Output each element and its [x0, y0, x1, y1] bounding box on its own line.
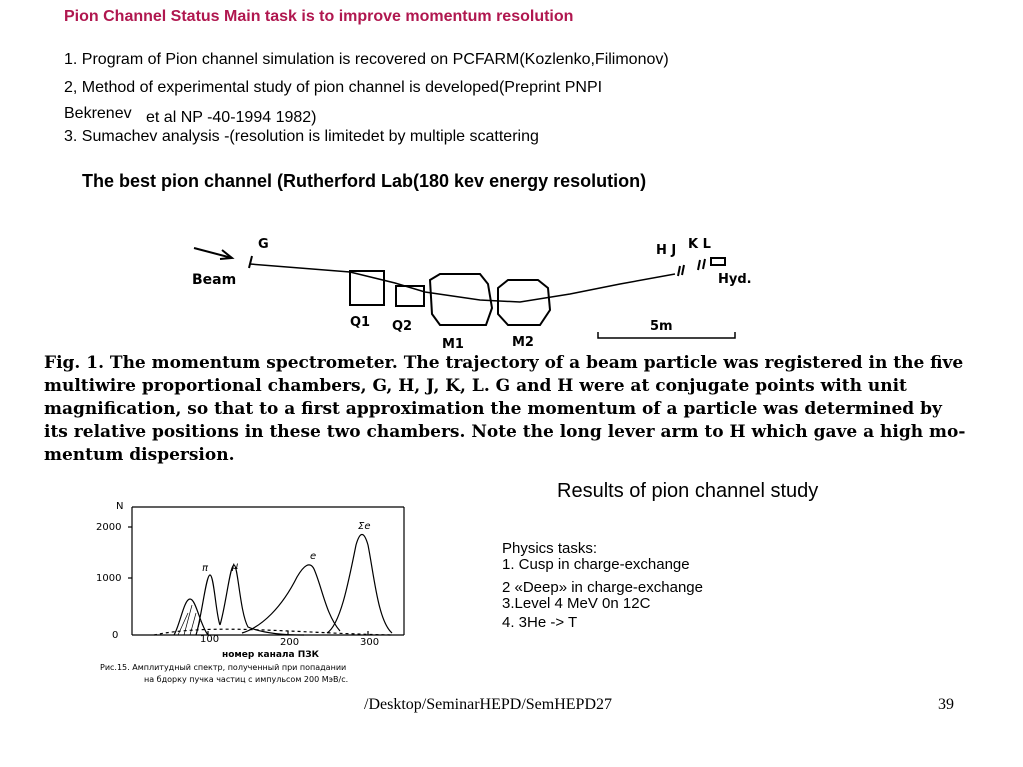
physics-heading: Physics tasks: — [502, 540, 598, 557]
page-number: 39 — [938, 696, 954, 713]
x-tick-label: 100 — [200, 634, 220, 645]
chamber-k — [698, 260, 700, 270]
caption-line: mentum dispersion. — [44, 445, 235, 465]
figure-caption — [44, 352, 965, 467]
spectrometer-diagram — [180, 228, 760, 353]
chamber-h — [678, 266, 680, 276]
label-q2: Q2 — [392, 319, 413, 334]
muon-peak-2 — [220, 565, 304, 635]
label-beam: Beam — [192, 272, 237, 288]
spectrum-caption-line: Рис.15. Амплитудный спектр, полученный при попадании — [100, 663, 347, 672]
y-tick-label: 0 — [112, 630, 119, 641]
q2-magnet — [396, 286, 424, 306]
hydrogen-target — [711, 258, 725, 265]
item-3: 3. Sumachev analysis -(resolution is limitedet by multiple scattering — [64, 128, 539, 145]
trajectory-line — [250, 264, 675, 302]
chamber-l — [703, 259, 705, 269]
physics-task: 2 «Deep» in charge-exchange — [502, 579, 703, 596]
label-g: G — [258, 237, 269, 252]
peak-label-sum-e: Σe — [358, 521, 371, 532]
results-title: Results of pion channel study — [557, 480, 819, 502]
chamber-j — [682, 265, 684, 275]
item-2: 2, Method of experimental study of pion channel is developed(Preprint PNPI — [64, 79, 603, 96]
item-1: 1. Program of Pion channel simulation is recovered on PCFARM(Kozlenko,Filimonov) — [64, 51, 669, 68]
electron-peak — [242, 565, 340, 633]
caption-line: its relative positions in these two chambers. Note the long lever arm to H which gave a high mo- — [44, 422, 966, 442]
x-tick-label: 300 — [360, 637, 380, 648]
y-tick-label: 2000 — [96, 522, 122, 533]
physics-task: 1. Cusp in charge-exchange — [502, 556, 690, 573]
label-m1: M1 — [442, 337, 464, 352]
background-curve — [154, 629, 392, 635]
x-tick-label: 200 — [280, 637, 300, 648]
caption-line: multiwire proportional chambers, G, H, J, K, L. G and H were at conjugate points with unit — [44, 376, 907, 396]
peak-label-mu: μ — [232, 561, 239, 572]
label-scale: 5m — [650, 319, 673, 334]
label-hj: H J — [656, 243, 677, 258]
muon-peak-1 — [196, 575, 220, 635]
caption-line: Fig. 1. The momentum spectrometer. The trajectory of a beam particle was registered in the five — [44, 353, 964, 373]
x-axis-label: номер канала ПЗК — [222, 650, 319, 660]
slide-title: Pion Channel Status Main task is to improve momentum resolution — [64, 8, 574, 25]
physics-task: 3.Level 4 MeV 0n 12C — [502, 595, 651, 612]
label-m2: M2 — [512, 335, 534, 350]
spectrum-caption-line: на бдорку пучка частиц с импульсом 200 МэВ/с. — [144, 675, 349, 684]
y-tick-label: 1000 — [96, 573, 122, 584]
chamber-g — [249, 256, 252, 268]
caption-line: magnification, so that to a first approximation the momentum of a particle was determined by — [44, 399, 942, 419]
label-q1: Q1 — [350, 315, 371, 330]
m2-magnet — [498, 280, 550, 325]
item-2-citation: et al NP -40-1994 1982) — [146, 109, 317, 126]
physics-task: 4. 3He -> T — [502, 614, 578, 631]
y-axis-label: N — [116, 501, 124, 512]
footer-path: /Desktop/SeminarHEPD/SemHEPD27 — [364, 696, 612, 713]
sum-e-peak — [327, 535, 392, 634]
peak-label-e: e — [310, 551, 317, 562]
item-2-author: Bekrenev — [64, 105, 132, 122]
spectrum-plot — [92, 495, 422, 695]
label-hyd: Hyd. — [718, 272, 752, 287]
subheading: The best pion channel (Rutherford Lab(180 kev energy resolution) — [82, 171, 647, 191]
label-kl: K L — [688, 237, 711, 252]
peak-label-pi: π — [202, 563, 209, 574]
